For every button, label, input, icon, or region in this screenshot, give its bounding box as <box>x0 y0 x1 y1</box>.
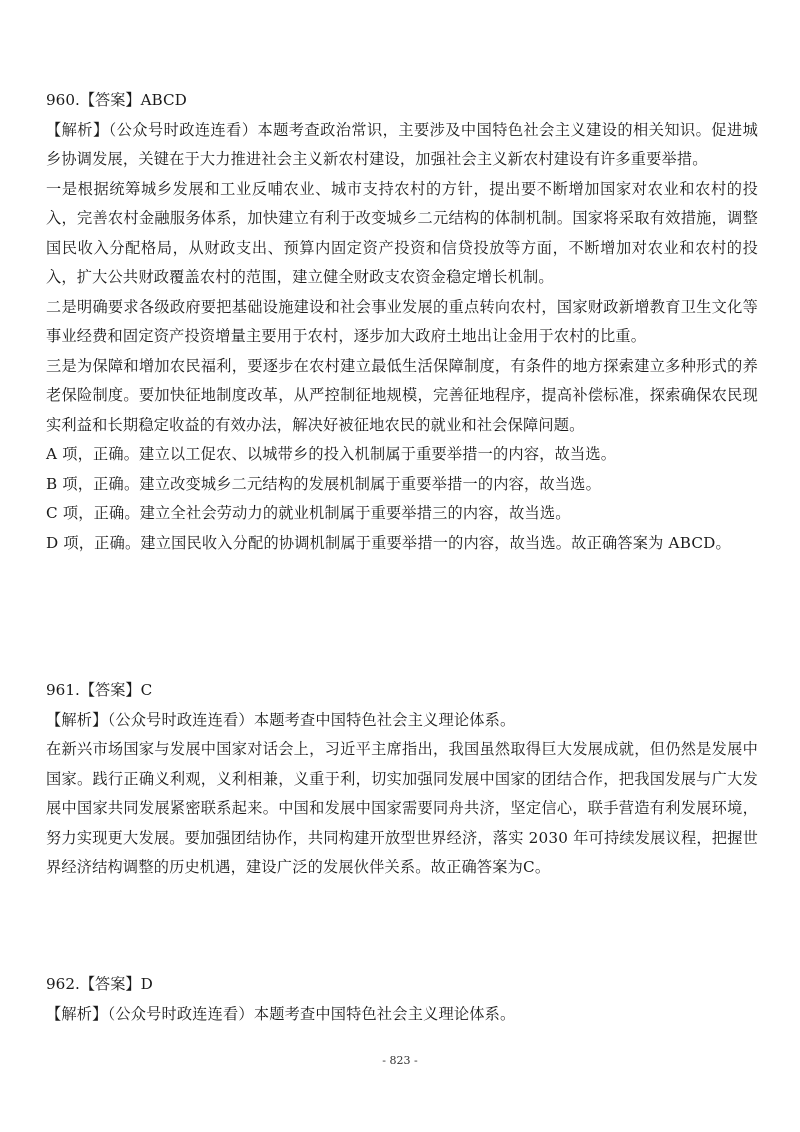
answer-heading-960: 960.【答案】ABCD <box>46 91 187 109</box>
answer-block-961 <box>46 676 758 883</box>
analysis-paragraph: 【解析】（公众号时政连连看）本题考查政治常识，主要涉及中国特色社会主义建设的相关知识。促进城乡协调发展，关键在于大力推进社会主义新农村建设，加强社会主义新农村建设有许多重要举措。 <box>46 120 758 168</box>
analysis-paragraph: 一是根据统筹城乡发展和工业反哺农业、城市支持农村的方针，提出要不断增加国家对农业和农村的投入，完善农村金融服务体系，加快建立有利于改变城乡二元结构的体制机制。国家将采取有效措施，调整国民收入分配格局，从财政支出、预算内固定资产投资和信贷投放等方面，不断增加对农业和农村的投入，扩大公共财政覆盖农村的范围，建立健全财政支农资金稳定增长机制。 <box>46 179 758 286</box>
page-number: - 823 - <box>382 1054 418 1067</box>
answer-heading-962: 962.【答案】D <box>46 975 153 993</box>
analysis-paragraph: 在新兴市场国家与发展中国家对话会上，习近平主席指出，我国虽然取得巨大发展成就，但仍然是发展中国家。践行正确义利观，义利相兼，义重于利，切实加强同发展中国家的团结合作，把我国发展与广大发展中国家共同发展紧密联系起来。中国和发展中国家需要同舟共济，坚定信心，联手营造有利发展环境，努力实现更大发展。要加强团结协作，共同构建开放型世界经济，落实 2030 年可持续发展议程，把握世界经济结构调整的历史机遇，建设广泛的发展伙伴关系。故正确答案为C。 <box>46 740 758 876</box>
analysis-paragraph: 【解析】（公众号时政连连看）本题考查中国特色社会主义理论体系。 <box>46 710 516 729</box>
answer-block-960 <box>46 86 758 558</box>
answer-heading-961: 961.【答案】C <box>46 681 153 699</box>
option-b-explanation: B 项，正确。建立改变城乡二元结构的发展机制属于重要举措一的内容，故当选。 <box>46 474 601 493</box>
option-d-explanation: D 项，正确。建立国民收入分配的协调机制属于重要举措一的内容，故当选。故正确答案为 ABCD。 <box>46 533 731 552</box>
option-a-explanation: A 项，正确。建立以工促农、以城带乡的投入机制属于重要举措一的内容，故当选。 <box>46 445 617 463</box>
option-c-explanation: C 项，正确。建立全社会劳动力的就业机制属于重要举措三的内容，故当选。 <box>46 504 571 522</box>
analysis-paragraph: 【解析】（公众号时政连连看）本题考查中国特色社会主义理论体系。 <box>46 1004 516 1023</box>
analysis-paragraph: 三是为保障和增加农民福利，要逐步在农村建立最低生活保障制度，有条件的地方探索建立多种形式的养老保险制度。要加快征地制度改革，从严控制征地规模，完善征地程序，提高补偿标准，探索确保农民现实利益和长期稳定收益的有效办法，解决好被征地农民的就业和社会保障问题。 <box>46 356 758 434</box>
answer-block-962 <box>46 970 758 1029</box>
analysis-paragraph: 二是明确要求各级政府要把基础设施建设和社会事业发展的重点转向农村，国家财政新增教育卫生文化等事业经费和固定资产投资增量主要用于农村，逐步加大政府土地出让金用于农村的比重。 <box>46 297 758 345</box>
